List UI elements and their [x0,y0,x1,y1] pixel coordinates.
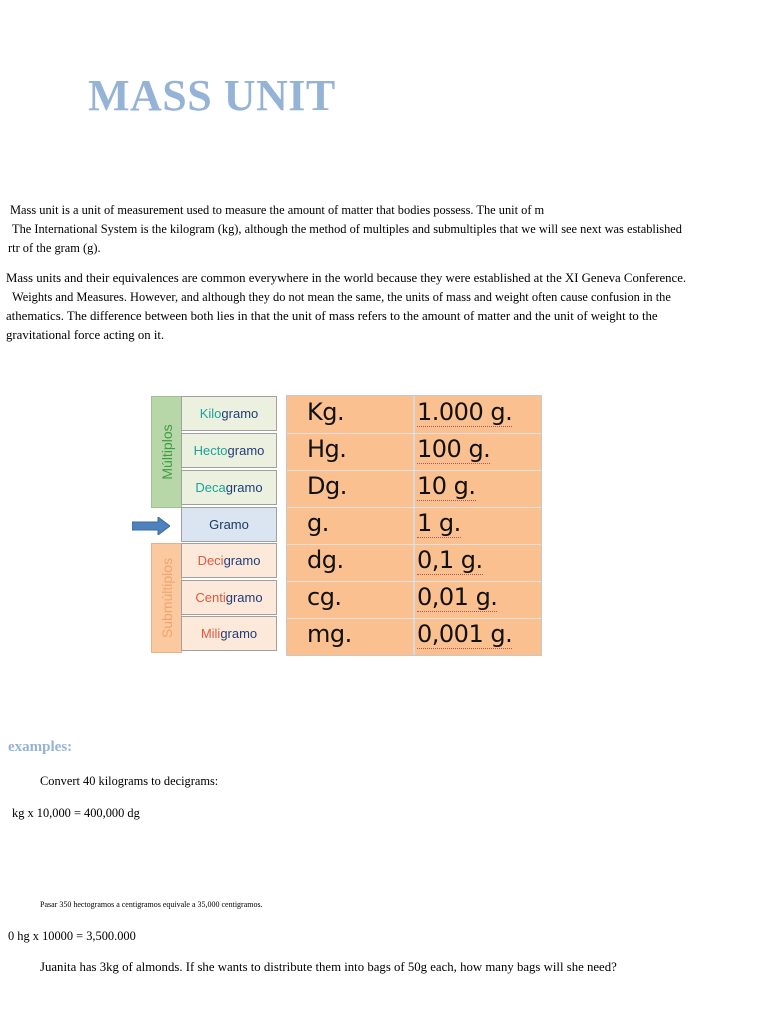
examples-heading: examples: [8,739,73,755]
intro-line-3: rtr of the gram (g). [8,241,101,255]
multiples-group-label: Múltiplos [151,396,182,508]
unit-name-centigramo: Centi gramo [181,580,277,615]
unit-symbol: mg. [307,620,352,648]
unit-equivalence: 1 g. [417,509,461,537]
unit-symbol: dg. [307,546,344,574]
unit-symbol: Kg. [307,398,345,426]
unit-symbol: cg. [307,583,342,611]
intro-line-6: athematics. The difference between both lies in that the unit of mass refers to the amount of matter and the unit of weight to the [6,309,658,323]
mass-units-table [130,393,544,657]
example-2-formula: 0 hg x 10000 = 3,500.000 [8,929,136,943]
intro-line-2: The International System is the kilogram (kg), although the method of multiples and submultiples that we will see next was established [12,222,682,236]
arrow-right-icon [132,517,170,535]
intro-line-1: Mass unit is a unit of measurement used to measure the amount of matter that bodies possess. The unit of m [10,203,545,217]
intro-line-4: Mass units and their equivalences are common everywhere in the world because they were established at the XI Geneva Conference. [6,271,687,285]
unit-value-row [287,544,541,582]
example-3-prompt: Juanita has 3kg of almonds. If she wants to distribute them into bags of 50g each, how many bags will she need? [40,960,617,974]
unit-value-row [287,581,541,619]
example-2-prompt: Pasar 350 hectogramos a centigramos equivale a 35,000 centigramos. [40,900,263,909]
unit-symbol: Hg. [307,435,347,463]
unit-equivalence: 10 g. [417,472,476,500]
unit-equivalence: 1.000 g. [417,398,513,426]
intro-line-7: gravitational force acting on it. [6,328,165,342]
unit-name-gramo: Gramo [181,507,277,542]
unit-symbol: g. [307,509,329,537]
unit-values-grid [286,395,542,656]
example-1-prompt: Convert 40 kilograms to decigrams: [40,774,219,788]
unit-value-row [287,618,541,655]
unit-name-miligramo: Mili gramo [181,616,277,651]
intro-line-5: Weights and Measures. However, and although they do not mean the same, the units of mass and weight often cause confusion in the [12,290,671,304]
page-title: MASS UNIT [88,71,336,120]
unit-equivalence: 0,001 g. [417,620,513,648]
unit-symbol: Dg. [307,472,347,500]
unit-name-decigramo: Deci gramo [181,543,277,578]
unit-equivalence: 0,01 g. [417,583,498,611]
unit-name-hectogramo: Hecto gramo [181,433,277,468]
unit-name-decagramo: Deca gramo [181,470,277,505]
unit-name-kilogramo: Kilo gramo [181,396,277,431]
unit-equivalence: 0,1 g. [417,546,483,574]
unit-value-row [287,507,541,545]
example-1-formula: kg x 10,000 = 400,000 dg [12,806,140,820]
unit-equivalence: 100 g. [417,435,491,463]
unit-value-row [287,396,541,434]
unit-value-row [287,433,541,471]
submultiples-group-label: Submúltiplos [151,543,182,653]
unit-value-row [287,470,541,508]
